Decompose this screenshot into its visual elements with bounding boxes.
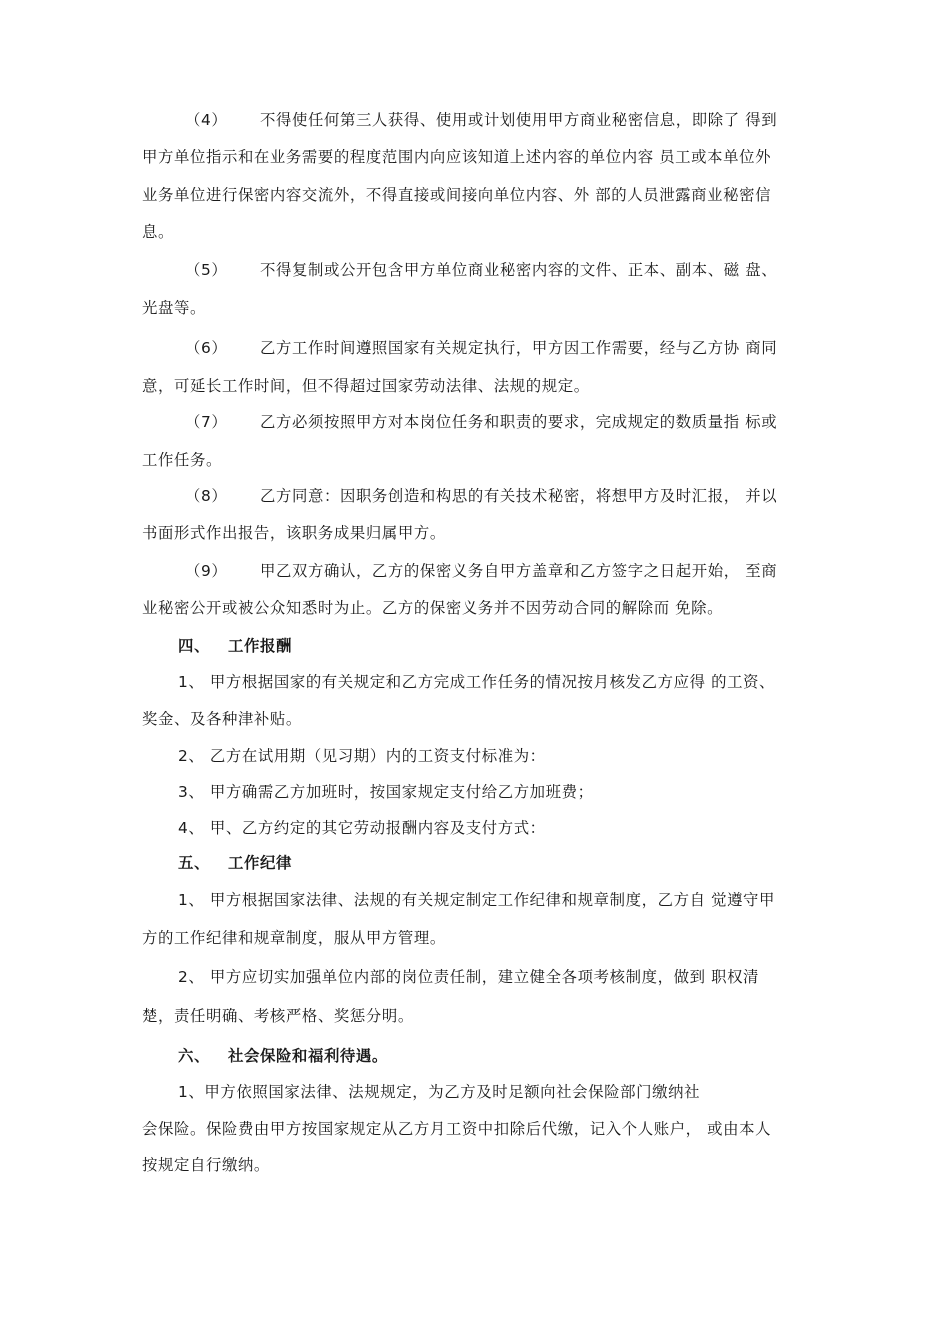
section-heading-4	[178, 636, 292, 656]
section-number: 六、	[178, 1047, 210, 1065]
section-number: 五、	[178, 854, 210, 872]
section-heading-5	[178, 853, 292, 873]
section-title: 工作报酬	[228, 637, 292, 655]
clause-text: 乙方同意：因职务创造和构思的有关技术秘密，将想甲方及时汇报， 并以	[260, 487, 778, 505]
clause-text: 书面形式作出报告，该职务成果归属甲方。	[142, 524, 446, 542]
section4-item-1: 1、 甲方根据国家的有关规定和乙方完成工作任务的情况按月核发乙方应得 的工资、	[178, 673, 776, 691]
clause-text: 甲乙双方确认，乙方的保密义务自甲方盖章和乙方签字之日起开始， 至商	[260, 562, 778, 580]
section5-item-1-cont: 方的工作纪律和规章制度，服从甲方管理。	[142, 929, 446, 947]
section-title: 社会保险和福利待遇。	[228, 1047, 388, 1065]
section4-item-1-cont: 奖金、及各种津补贴。	[142, 710, 302, 728]
section-title: 工作纪律	[228, 854, 292, 872]
section4-item-3: 3、 甲方确需乙方加班时，按国家规定支付给乙方加班费；	[178, 783, 594, 801]
section4-item-2: 2、 乙方在试用期（见习期）内的工资支付标准为：	[178, 747, 546, 765]
clause-text: 甲方单位指示和在业务需要的程度范围内向应该知道上述内容的单位内容 员工或本单位外	[142, 148, 772, 166]
clause-text: 乙方必须按照甲方对本岗位任务和职责的要求，完成规定的数质量指 标或	[260, 413, 778, 431]
section5-item-1: 1、 甲方根据国家法律、法规的有关规定制定工作纪律和规章制度，乙方自 觉遵守甲	[178, 891, 776, 909]
clause-number: （6）	[185, 339, 228, 357]
section5-item-2-cont: 楚，责任明确、考核严格、奖惩分明。	[142, 1007, 414, 1025]
clause-text: 不得使任何第三人获得、使用或计划使用甲方商业秘密信息，即除了 得到	[260, 111, 778, 129]
section6-item-1: 1、甲方依照国家法律、法规规定，为乙方及时足额向社会保险部门缴纳社	[178, 1083, 701, 1101]
section4-item-4: 4、 甲、乙方约定的其它劳动报酬内容及支付方式：	[178, 819, 546, 837]
section5-item-2: 2、 甲方应切实加强单位内部的岗位责任制，建立健全各项考核制度，做到 职权清	[178, 968, 760, 986]
clause-number: （5）	[185, 261, 228, 279]
clause-text: 光盘等。	[142, 299, 206, 317]
clause-text: 息。	[142, 223, 174, 241]
clause-number: （8）	[185, 487, 228, 505]
section6-item-1-cont: 按规定自行缴纳。	[142, 1156, 270, 1174]
section6-item-1-cont: 会保险。保险费由甲方按国家规定从乙方月工资中扣除后代缴，记入个人账户， 或由本人	[142, 1120, 772, 1138]
clause-text: 乙方工作时间遵照国家有关规定执行，甲方因工作需要，经与乙方协 商同	[260, 339, 778, 357]
clause-text: 不得复制或公开包含甲方单位商业秘密内容的文件、正本、副本、磁 盘、	[260, 261, 778, 279]
clause-number: （9）	[185, 562, 228, 580]
clause-number: （4）	[185, 111, 228, 129]
section-heading-6	[178, 1046, 388, 1066]
section-number: 四、	[178, 637, 210, 655]
clause-number: （7）	[185, 413, 228, 431]
clause-text: 业秘密公开或被公众知悉时为止。乙方的保密义务并不因劳动合同的解除而 免除。	[142, 599, 724, 617]
clause-text: 业务单位进行保密内容交流外，不得直接或间接向单位内容、外 部的人员泄露商业秘密信	[142, 186, 772, 204]
clause-text: 工作任务。	[142, 451, 222, 469]
clause-text: 意，可延长工作时间，但不得超过国家劳动法律、法规的规定。	[142, 377, 590, 395]
